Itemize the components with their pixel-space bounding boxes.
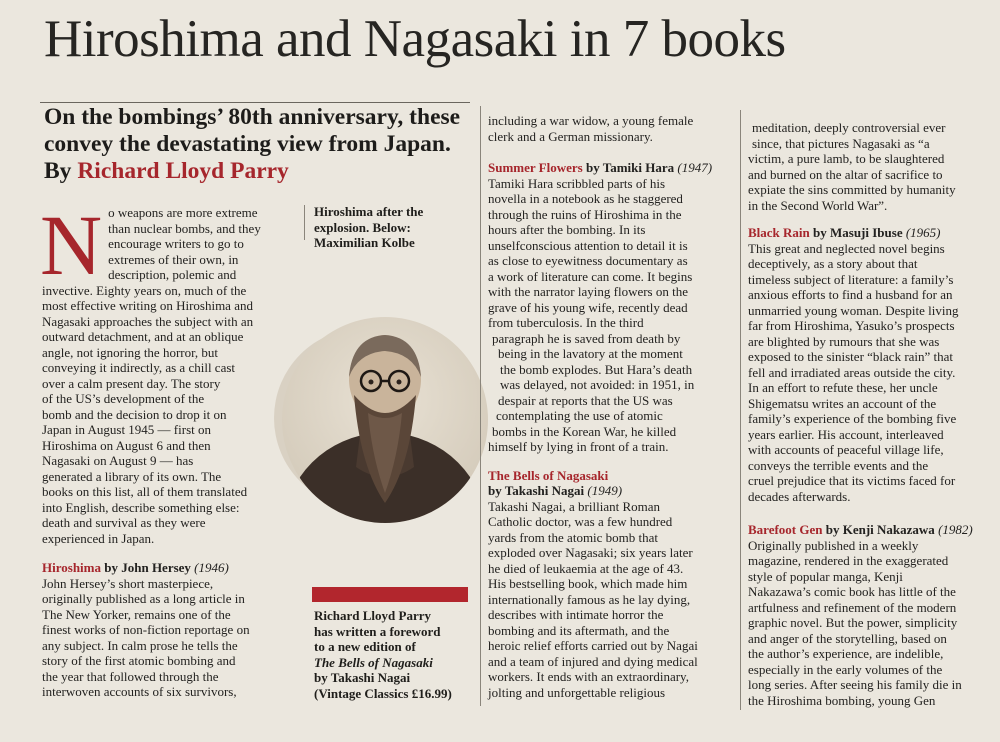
text-line: graphic novel. But the power, simplicity [748, 615, 958, 630]
text-line: novella in a notebook as he staggered [488, 191, 683, 206]
text-line: the Hiroshima bombing, young Gen [748, 692, 936, 708]
text-line: This great and neglected novel begins [748, 240, 945, 256]
intro-paragraph [40, 197, 294, 546]
text-line: from tuberculosis. In the third [488, 315, 644, 330]
text-line: Nagasaki approaches the subject with an [42, 313, 254, 329]
column-3 [488, 113, 738, 700]
book-heading [748, 225, 996, 241]
column-1 [40, 197, 294, 700]
text-line: the bomb explodes. But Hara’s death [500, 361, 693, 377]
credit-line: Richard Lloyd Parry [314, 608, 431, 623]
standfirst [44, 104, 474, 185]
book-year: (1982) [938, 522, 973, 537]
book-author: by Masuji Ibuse [809, 225, 906, 240]
book-heading [488, 483, 738, 499]
standfirst-text: On the bombings’ 80th anniversary, these convey the devastating view from Japan. By [44, 104, 461, 184]
text-line: style of popular manga, Kenji [748, 568, 903, 584]
book-author: by Kenji Nakazawa [822, 522, 939, 537]
text-line: His bestselling book, which made him [488, 576, 688, 591]
text-line: years earlier. His account, interleaved [748, 426, 944, 442]
credit-red-bar [312, 587, 468, 602]
text-line: through the ruins of Hiroshima in the [488, 206, 682, 222]
text-line: artfulness and refinement of the modern [748, 599, 957, 615]
text-line: was delayed, not avoided: in 1951, in [500, 377, 695, 392]
text-line: extremes of their own, in [108, 251, 239, 267]
text-line: o weapons are more extreme [108, 205, 258, 220]
book-title: Hiroshima [42, 560, 101, 575]
text-line: the author’s experience, are indelible, [748, 646, 944, 661]
text-line: John Hersey’s short masterpiece, [42, 575, 214, 591]
book-year: (1965) [905, 225, 941, 240]
text-line: he died of leukaemia at the age of 43. [488, 560, 684, 576]
text-line: and burned on the altar of sacrifice to [748, 166, 943, 182]
book-entry-summer-flowers [488, 160, 738, 455]
byline: Richard Lloyd Parry [77, 158, 289, 184]
drop-cap: N [40, 197, 103, 293]
text-line: deceptively, as a story about that [748, 256, 918, 271]
book-year: (1949) [587, 483, 623, 498]
column-4 [748, 120, 996, 708]
text-line: are blighted by rumours that she was [748, 333, 940, 349]
text-line: conveys the terrible events and the [748, 457, 929, 473]
text-line: death and survival as they were [42, 515, 206, 530]
text-line: magazine, rendered in the exaggerated [748, 553, 949, 568]
text-line: into English, describe something else: [42, 499, 240, 515]
book-year: (1947) [677, 160, 713, 175]
text-line: despair at reports that the US was [498, 392, 673, 408]
text-line: Hiroshima on August 6 and then [42, 437, 211, 453]
text-line: invective. Eighty years on, much of the [42, 282, 247, 298]
text-line: being in the lavatory at the moment [498, 346, 683, 361]
credit-line: to a new edition of [314, 639, 416, 654]
text-line: meditation, deeply controversial ever [752, 120, 946, 135]
credit-line: (Vintage Classics £16.99) [314, 685, 452, 701]
text-line: clerk and a German missionary. [488, 128, 653, 144]
book-entry-bells-of-nagasaki [488, 468, 738, 701]
text-line: angle, not ignoring the horror, but [42, 344, 219, 360]
text-line: describes with intimate horror the [488, 607, 664, 622]
text-line: Shigematsu writes an account of the [748, 395, 937, 411]
text-line: jolting and unforgettable religious [488, 684, 666, 700]
caption-line: Hiroshima after the [314, 204, 424, 219]
text-line: timeless subject of literature: a family’s [748, 271, 954, 287]
text-line: himself by lying in front of a train. [488, 439, 669, 454]
text-line: Japan in August 1945 — first on [42, 422, 211, 437]
text-line: unselfconscious attention to detail it is [488, 237, 688, 253]
text-line: anxious efforts to find a husband for an [748, 287, 953, 302]
text-line: bombs in the Korean War, he killed [492, 423, 677, 439]
book-author: by Takashi Nagai [488, 483, 588, 498]
column-rule [740, 110, 741, 710]
text-line: story of the first atomic bombing and [42, 653, 236, 668]
text-line: far from Hiroshima, Yasuko’s prospects [748, 318, 955, 333]
headline: Hiroshima and Nagasaki in 7 books [44, 10, 786, 68]
text-line: since, that pictures Nagasaki as “a [752, 135, 930, 151]
text-line: contemplating the use of atomic [496, 408, 663, 423]
text-line: Originally published in a weekly [748, 537, 919, 553]
text-line: internationally famous as he lay dying, [488, 591, 691, 607]
text-line: fell and irradiated areas outside the city. [748, 364, 956, 380]
text-line: any subject. In calm prose he tells the [42, 637, 238, 653]
book-heading [42, 560, 294, 576]
book-entry-hiroshima [42, 560, 294, 700]
text-line: Takashi Nagai, a brilliant Roman [488, 498, 661, 514]
credit-book-title: The Bells of Nagasaki [314, 654, 433, 670]
text-line: finest works of non-fiction reportage on [42, 622, 250, 637]
portrait-photo-maximilian-kolbe [282, 317, 488, 523]
text-line: grave of his young wife, recently dead [488, 299, 688, 315]
text-line: Catholic doctor, was a few hundred [488, 514, 673, 529]
text-line: cruel prejudice that its victims faced for [748, 473, 956, 488]
credit-line: by Takashi Nagai [314, 670, 411, 685]
caption-line: Maximilian Kolbe [314, 235, 415, 250]
portrait-illustration [282, 317, 488, 523]
book-heading [748, 522, 996, 538]
column-rule [304, 205, 305, 240]
text-line: including a war widow, a young female [488, 113, 694, 128]
book-title: Black Rain [748, 225, 810, 240]
text-line: workers. It ends with an extraordinary, [488, 669, 689, 684]
text-line: Nagasaki on August 9 — has [42, 453, 194, 468]
text-line: in the Second World War”. [748, 197, 888, 213]
text-line: conveying it indirectly, as a chill cast [42, 360, 236, 375]
text-line: with the narrator laying flowers on the [488, 284, 688, 299]
text-line: books on this list, all of them translated [42, 484, 248, 499]
text-line: over a calm present day. The story [42, 375, 221, 391]
text-line: hours after the bombing. In its [488, 222, 646, 237]
text-line: encourage writers to go to [108, 236, 244, 251]
text-line: bomb and the decision to drop it on [42, 406, 227, 422]
text-line: and a team of injured and dying medical [488, 653, 698, 669]
book-year: (1946) [194, 560, 229, 575]
text-line: exploded over Nagasaki; six years later [488, 545, 693, 560]
book-heading [488, 160, 738, 176]
text-line: The New Yorker, remains one of the [42, 606, 231, 622]
text-line: as close to eyewitness documentary as [488, 253, 688, 268]
intro-wrapped-lines [91, 205, 294, 283]
text-line: originally published as a long article in [42, 591, 245, 606]
text-line: and anger of the storytelling, based on [748, 630, 947, 646]
text-line: family’s experience of the bombing five [748, 411, 957, 426]
text-line: most effective writing on Hiroshima and [42, 298, 253, 313]
book-author: by Tamiki Hara [582, 160, 678, 175]
text-line: a work of literature can come. It begins [488, 268, 693, 284]
top-rule [40, 102, 470, 103]
text-line: than nuclear bombs, and they [108, 220, 261, 236]
text-line: bombing and its aftermath, and the [488, 622, 670, 638]
text-line: Tamiki Hara scribbled parts of his [488, 175, 666, 191]
text-line: generated a library of its own. The [42, 468, 222, 484]
text-line: In an effort to refute these, her uncle [748, 380, 938, 395]
text-line: description, polemic and [108, 267, 237, 282]
book-title: Barefoot Gen [748, 522, 823, 537]
text-line: yards from the atomic bomb that [488, 529, 659, 545]
text-line: the year that followed through the [42, 668, 219, 684]
credit-line: has written a foreword [314, 623, 441, 639]
text-line: experienced in Japan. [42, 530, 155, 546]
photo-caption [314, 204, 474, 251]
text-line: decades afterwards. [748, 488, 851, 504]
text-line: heroic relief efforts carried out by Nagai [488, 638, 698, 653]
text-line: interwoven accounts of six survivors, [42, 684, 237, 699]
text-line: unmarried young woman. Despite living [748, 302, 959, 318]
text-line: with accounts of peaceful village life, [748, 442, 944, 457]
text-line: paragraph he is saved from death by [492, 330, 681, 346]
book-entry-black-rain [748, 225, 996, 504]
book-entry-barefoot-gen [748, 522, 996, 708]
text-line: victim, a pure lamb, to be slaughtered [748, 151, 945, 166]
text-line: Nakazawa’s comic book has little of the [748, 584, 956, 599]
book-title: The Bells of Nagasaki [488, 467, 609, 483]
text-line: exposed to the sinister “black rain” that [748, 349, 954, 364]
text-line: outward detachment, and at an oblique [42, 329, 244, 344]
caption-line: explosion. Below: [314, 219, 411, 235]
credit-box [314, 608, 474, 701]
book-author: by John Hersey [101, 560, 195, 575]
text-line: especially in the early volumes of the [748, 661, 943, 677]
text-line: expiate the sins committed by humanity [748, 182, 956, 197]
text-line: long series. After seeing his family die in [748, 677, 962, 692]
column-rule [480, 106, 481, 706]
text-line: of the US’s development of the [42, 391, 205, 406]
book-title: Summer Flowers [488, 160, 583, 175]
